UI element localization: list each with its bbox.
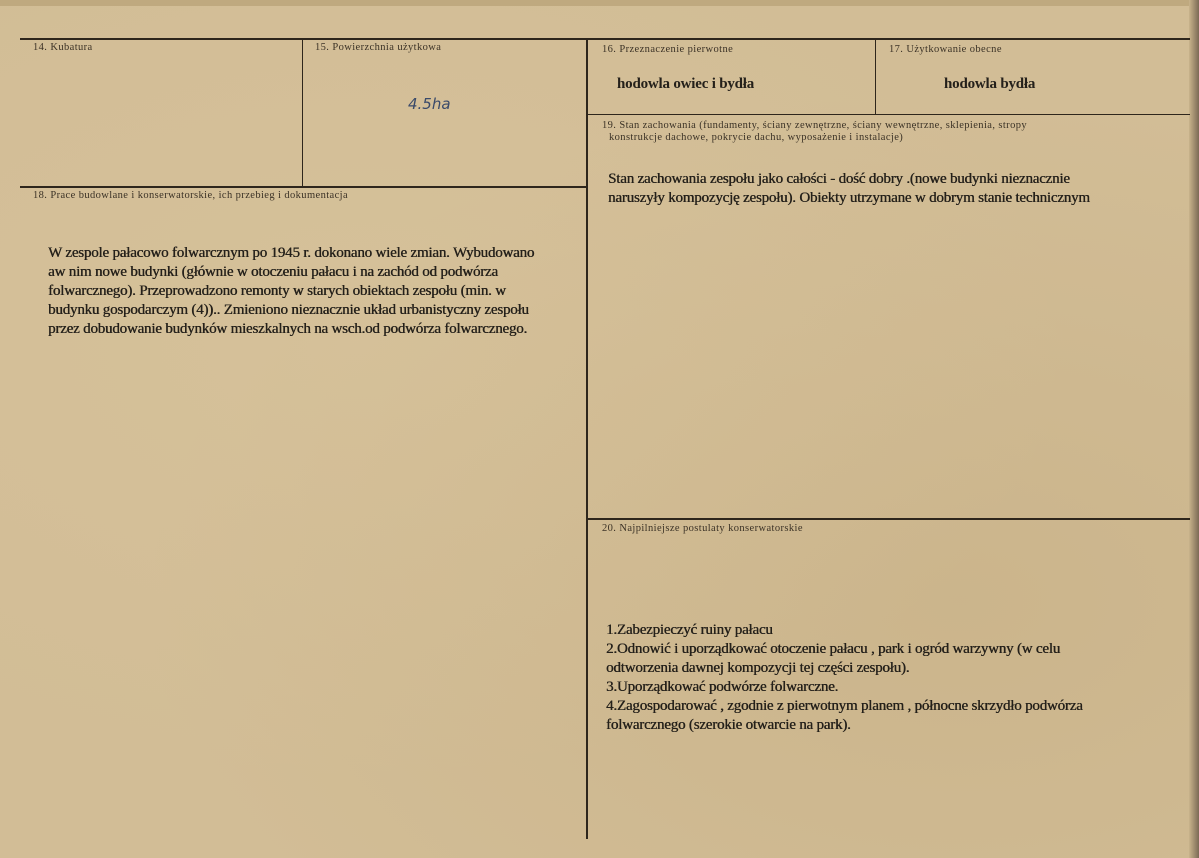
field-18-line: budynku gospodarczym (4)).. Zmieniono nieznacznie układ urbanistyczny zespołu — [48, 302, 529, 318]
field-18-text — [48, 244, 534, 339]
field-16-value: hodowla owiec i bydła — [617, 76, 755, 92]
field-14-label: 14. Kubatura — [33, 42, 93, 53]
field-20-line: 3.Uporządkować podwórze folwarczne. — [606, 679, 839, 695]
field-18-line: folwarcznego). Przeprowadzono remonty w starych obiektach zespołu (min. w — [48, 283, 506, 299]
field-19-line: naruszyły kompozycję zespołu). Obiekty utrzymane w dobrym stanie technicznym — [608, 190, 1090, 206]
field-16-label: 16. Przeznaczenie pierwotne — [602, 44, 734, 55]
field-18-line: aw nim nowe budynki (głównie w otoczeniu pałacu i na zachód od podwórza — [48, 264, 498, 280]
divider-14-15 — [302, 39, 303, 187]
rule-above-19 — [587, 114, 1190, 115]
field-19-label-line: konstrukcje dachowe, pokrycie dachu, wyposażenie i instalacje) — [609, 132, 904, 143]
field-18-label: 18. Prace budowlane i konserwatorskie, ich przebieg i dokumentacja — [33, 190, 349, 201]
field-20-text — [606, 621, 1083, 735]
field-20-line: 4.Zagospodarować , zgodnie z pierwotnym planem , północne skrzydło podwórza — [606, 698, 1083, 714]
field-20-line: 1.Zabezpieczyć ruiny pałacu — [606, 622, 773, 638]
field-17-value: hodowla bydła — [944, 76, 1036, 92]
rule-above-18 — [20, 186, 588, 188]
field-17-label: 17. Użytkowanie obecne — [889, 44, 1002, 55]
field-15-label: 15. Powierzchnia użytkowa — [315, 42, 442, 53]
field-19-line: Stan zachowania zespołu jako całości - dość dobry .(nowe budynki nieznacznie — [608, 171, 1070, 187]
field-18-line: przez dobudowanie budynków mieszkalnych na wsch.od podwórza folwarcznego. — [48, 321, 527, 337]
field-20-label: 20. Najpilniejsze postulaty konserwatorskie — [602, 523, 803, 534]
field-19-label — [602, 120, 1027, 144]
field-19-text — [608, 170, 1090, 208]
field-20-line: folwarcznego (szerokie otwarcie na park). — [606, 717, 851, 733]
paper-right-edge — [1189, 0, 1199, 858]
field-15-value: 4.5ha — [408, 95, 451, 113]
top-rule — [20, 38, 1190, 40]
rule-above-20 — [587, 518, 1190, 520]
field-18-line: W zespole pałacowo folwarcznym po 1945 r. dokonano wiele zmian. Wybudowano — [48, 245, 535, 261]
field-19-label-line: 19. Stan zachowania (fundamenty, ściany zewnętrzne, ściany wewnętrzne, sklepienia, stropy — [602, 120, 1028, 131]
field-20-line: odtworzenia dawnej kompozycji tej części zespołu). — [606, 660, 910, 676]
field-20-line: 2.Odnowić i uporządkować otoczenie pałacu , park i ogród warzywny (w celu — [606, 641, 1060, 657]
paper-top-edge — [0, 0, 1199, 6]
divider-16-17 — [875, 39, 876, 114]
main-vertical-divider — [586, 39, 588, 839]
